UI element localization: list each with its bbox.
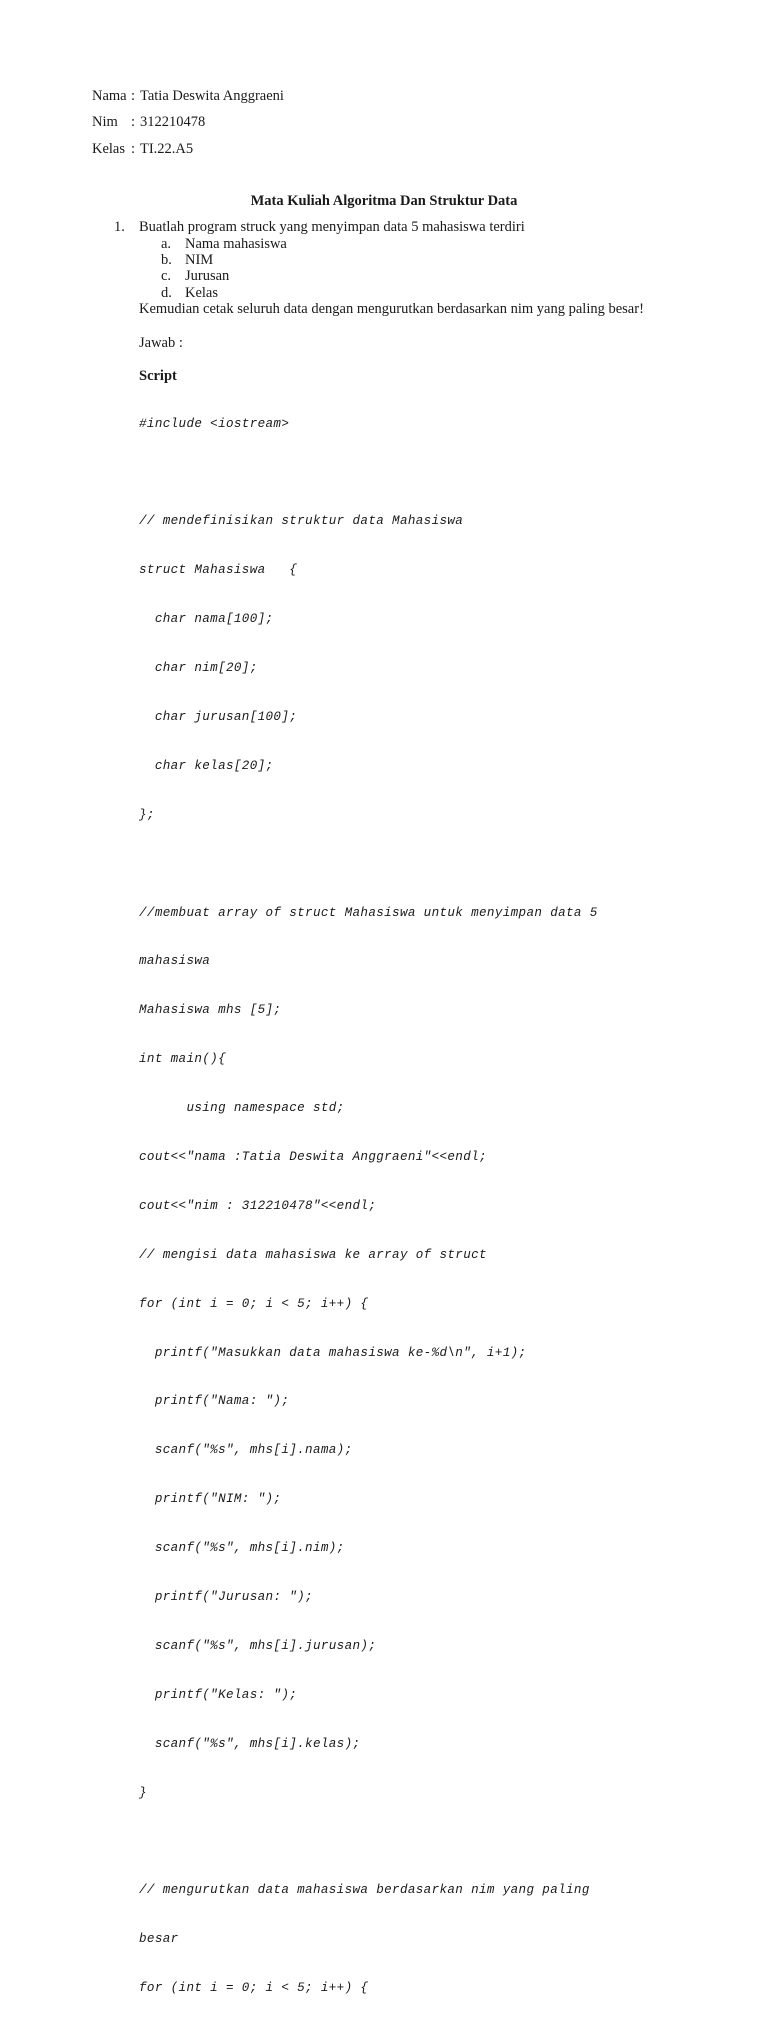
code-line: // mendefinisikan struktur data Mahasiswa (139, 514, 464, 529)
code-line: } (139, 1785, 147, 1800)
script-heading: Script (139, 368, 177, 384)
class-separator: : (131, 141, 136, 157)
question-number: 1. (114, 219, 125, 235)
code-line: scanf("%s", mhs[i].kelas); (139, 1736, 361, 1751)
nim-value: 312210478 (140, 114, 206, 130)
name-separator: : (131, 88, 136, 104)
code-line (139, 464, 598, 480)
code-line: scanf("%s", mhs[i].jurusan); (139, 1638, 377, 1653)
document-title: Mata Kuliah Algoritma Dan Struktur Data (250, 193, 518, 209)
code-line (139, 1833, 598, 1849)
code-line: printf("Nama: "); (139, 1394, 290, 1409)
list-item-text: Kelas (185, 285, 219, 301)
list-item-letter: d. (161, 285, 172, 301)
code-line: #include <iostream> (139, 416, 290, 431)
class-value: TI.22.A5 (140, 141, 194, 157)
list-item-letter: a. (161, 236, 172, 252)
list-item-text: Nama mahasiswa (185, 236, 287, 252)
code-line: scanf("%s", mhs[i].nama); (139, 1443, 353, 1458)
nim-separator: : (131, 114, 136, 130)
code-line: //membuat array of struct Mahasiswa untuk menyimpan data 5 (139, 905, 598, 920)
code-line: }; (139, 807, 155, 822)
answer-label: Jawab : (139, 335, 183, 351)
code-line: for (int i = 0; i < 5; i++) { (139, 1296, 369, 1311)
code-line: besar (139, 1932, 179, 1947)
list-item-letter: c. (161, 268, 172, 284)
code-line: int main(){ (139, 1052, 226, 1067)
code-line: for (int i = 0; i < 5; i++) { (139, 1981, 369, 1996)
nim-label: Nim (92, 114, 118, 130)
code-line: char kelas[20]; (139, 758, 274, 773)
class-label: Kelas (92, 141, 126, 157)
code-line: char nama[100]; (139, 612, 274, 627)
code-line (139, 856, 598, 872)
list-item-text: NIM (185, 252, 214, 268)
code-line: char nim[20]; (139, 661, 258, 676)
code-line: printf("NIM: "); (139, 1492, 282, 1507)
name-label: Nama (92, 88, 127, 104)
code-line: cout<<"nim : 312210478"<<endl; (139, 1198, 377, 1213)
code-line: mahasiswa (139, 954, 211, 969)
code-line: // mengisi data mahasiswa ke array of struct (139, 1247, 487, 1262)
code-line: printf("Jurusan: "); (139, 1589, 313, 1604)
code-line: // mengurutkan data mahasiswa berdasarkan nim yang paling (139, 1883, 590, 1898)
code-block (139, 383, 598, 2029)
code-line: char jurusan[100]; (139, 709, 298, 724)
code-line: Mahasiswa mhs [5]; (139, 1003, 282, 1018)
code-line: printf("Masukkan data mahasiswa ke-%d\n", i+1); (139, 1345, 527, 1360)
code-line: struct Mahasiswa { (139, 563, 298, 578)
question-instruction: Kemudian cetak seluruh data dengan mengurutkan berdasarkan nim yang paling besar! (139, 301, 644, 317)
list-item-text: Jurusan (185, 268, 230, 284)
name-value: Tatia Deswita Anggraeni (140, 88, 284, 104)
code-line: printf("Kelas: "); (139, 1687, 298, 1702)
question-text: Buatlah program struck yang menyimpan data 5 mahasiswa terdiri (139, 219, 525, 235)
code-line: cout<<"nama :Tatia Deswita Anggraeni"<<endl; (139, 1149, 487, 1164)
list-item-letter: b. (161, 252, 172, 268)
code-line: scanf("%s", mhs[i].nim); (139, 1541, 345, 1556)
code-line: using namespace std; (139, 1101, 345, 1116)
